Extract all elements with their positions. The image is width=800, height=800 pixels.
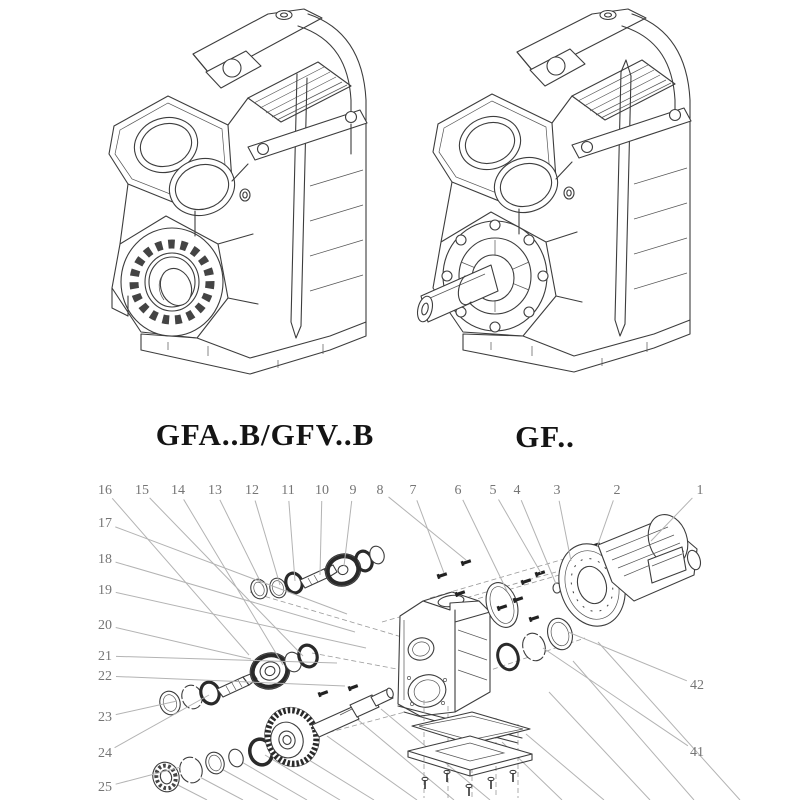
part-number-4: 4 [513,483,521,498]
leader-line-12 [255,501,280,585]
part-number-14: 14 [171,483,185,498]
part-number-22: 22 [98,669,112,684]
part-number-13: 13 [208,483,222,498]
part-number-12: 12 [245,483,259,498]
leader-line-41 [543,648,688,746]
part-number-10: 10 [315,483,329,498]
intermediate-shaft-assembly [157,643,320,718]
part-number-8: 8 [376,483,384,498]
bearing [494,642,521,673]
snap-ring [177,754,206,786]
leader-line-13 [220,500,262,585]
gear-unit-drawing-gf [405,4,725,390]
leader-line-20 [116,627,251,659]
input-shaft-assembly [248,544,386,601]
part-number-7: 7 [409,483,417,498]
cooling-ribs [248,62,351,122]
part-number-23: 23 [98,710,112,725]
part-number-1: 1 [696,483,704,498]
leader-line-11 [289,501,295,581]
part-number-42: 42 [690,678,704,693]
leader-line-4 [521,500,556,584]
part-number-9: 9 [349,483,357,498]
leader-line-14 [184,499,283,665]
spacer-ring [203,750,227,776]
part-number-41: 41 [690,745,704,760]
part-number-18: 18 [98,552,112,567]
leader-line-21 [116,656,337,663]
leader-line-42 [568,632,687,681]
cooling-ribs [572,60,675,120]
leader-line-7 [417,500,444,573]
part-number-11: 11 [281,483,295,498]
part-number-17: 17 [98,516,112,531]
leader-line-8 [389,497,466,560]
seal-ring [544,615,577,653]
leader-line-17 [115,527,347,614]
motor-assembly [549,509,703,634]
leader-line-6 [463,500,507,591]
part-number-2: 2 [613,483,621,498]
part-number-15: 15 [135,483,149,498]
leader-line-10 [320,501,322,575]
retaining-ring [368,544,387,565]
pinion-shaft [300,569,329,588]
leader-line-19 [116,592,366,648]
pinion-shaft [217,677,249,697]
part-number-21: 21 [98,649,112,664]
axis-input [250,592,412,640]
leader-line-3 [559,501,571,561]
model-label-left: GFA..B/GFV..B [155,417,375,452]
part-number-6: 6 [454,483,462,498]
leader-line-15 [150,498,303,656]
part-number-20: 20 [98,618,112,633]
leader-line-5 [499,500,541,573]
part-number-5: 5 [489,483,497,498]
washer [227,747,246,768]
gear-unit-drawing-gfab-gfvb [98,4,398,390]
model-label-right: GF.. [515,419,575,454]
part-number-24: 24 [98,746,112,761]
output-shaft [312,707,359,737]
part-number-19: 19 [98,583,112,598]
exploded-parts-diagram [0,480,800,800]
part-number-3: 3 [553,483,561,498]
part-number-25: 25 [98,780,112,795]
part-number-16: 16 [98,483,112,498]
